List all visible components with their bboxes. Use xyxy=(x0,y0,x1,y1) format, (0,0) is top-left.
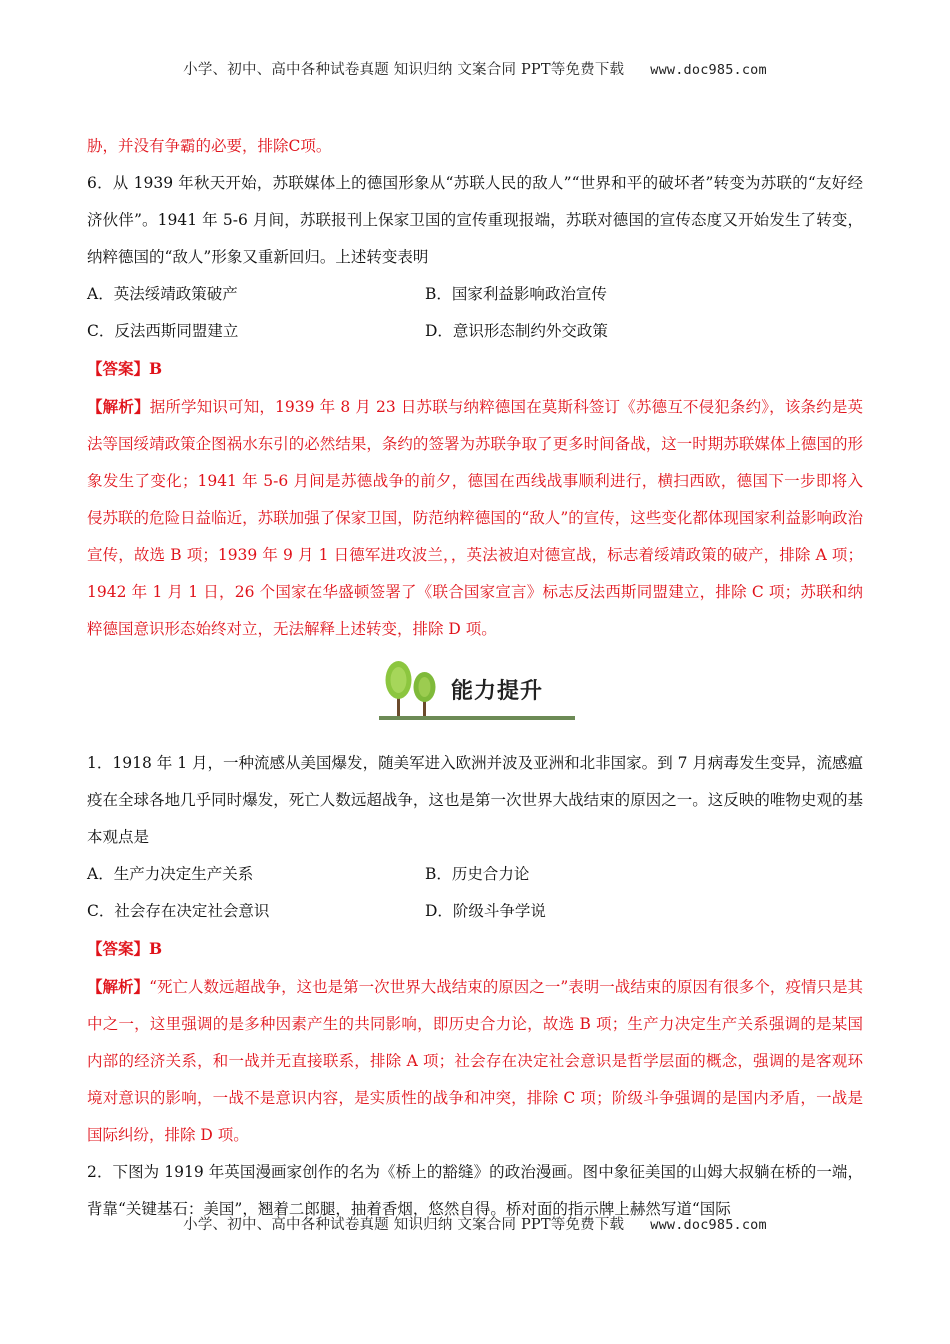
section-underline xyxy=(379,716,575,720)
q6-answer xyxy=(87,350,863,388)
footer-text: 小学、初中、高中各种试卷真题 知识归纳 文案合同 PPT等免费下载 xyxy=(183,1217,625,1233)
q1-analysis xyxy=(87,968,863,1154)
continuation-text: 胁，并没有争霸的必要，排除C项。 xyxy=(87,137,332,155)
header-text: 小学、初中、高中各种试卷真题 知识归纳 文案合同 PPT等免费下载 xyxy=(183,62,625,78)
question-1-options-row-1 xyxy=(87,856,863,893)
section-banner-graphic xyxy=(377,660,577,730)
q1-answer-label: 【答案】 xyxy=(87,939,150,958)
document-body xyxy=(87,128,863,1228)
q1-option-c: C．社会存在决定社会意识 xyxy=(87,902,270,920)
q1-answer xyxy=(87,930,863,968)
section-title: 能力提升 xyxy=(451,679,544,704)
q6-option-c: C．反法西斯同盟建立 xyxy=(87,322,239,340)
question-6-stem: 6．从 1939 年秋天开始，苏联媒体上的德国形象从“苏联人民的敌人”“世界和平的破坏者”转变为苏联的“友好经济伙伴”。1941 年 5-6 月间，苏联报刊上保家卫国的宣传重现报端，苏联对德国的宣传态度又开始发生了转变，纳粹德国的“敌人”形象又重新回归。上述转变表明 xyxy=(87,174,863,266)
q6-analysis xyxy=(87,388,863,648)
section-banner xyxy=(87,656,863,741)
q6-option-a: A．英法绥靖政策破产 xyxy=(87,285,238,303)
question-1-stem: 1．1918 年 1 月，一种流感从美国爆发，随美军进入欧洲并波及亚洲和北非国家。到 7 月病毒发生变异，流感瘟疫在全球各地几乎同时爆发，死亡人数远超战争，这也是第一次世界大战结束的原因之一。这反映的唯物史观的基本观点是 xyxy=(87,754,863,846)
q1-option-a: A．生产力决定生产关系 xyxy=(87,865,254,883)
q6-analysis-label: 【解析】 xyxy=(87,397,150,416)
q1-option-b: B．历史合力论 xyxy=(425,865,530,883)
q6-option-d: D．意识形态制约外交政策 xyxy=(425,322,608,340)
footer-site[interactable]: www.doc985.com xyxy=(650,1217,767,1233)
q1-analysis-label: 【解析】 xyxy=(87,977,150,996)
page-footer xyxy=(0,1213,950,1234)
q1-option-d: D．阶级斗争学说 xyxy=(425,902,546,920)
question-1-options-row-2 xyxy=(87,893,863,930)
q6-answer-label: 【答案】 xyxy=(87,359,150,378)
q6-answer-value: B xyxy=(149,359,163,378)
question-6-options-row-1 xyxy=(87,276,863,313)
q6-analysis-text: 据所学知识可知，1939 年 8 月 23 日苏联与纳粹德国在莫斯科签订《苏德互不侵犯条约》，该条约是英法等国绥靖政策企图祸水东引的必然结果，条约的签署为苏联争取了更多时间备战，这一时期苏联媒体上德国的形象发生了变化；1941 年 5-6 月间是苏德战争的前夕，德国在西线战事顺利进行，横扫西欧，德国下一步即将入侵苏联的危险日益临近，苏联加强了保家卫国，防范纳粹德国的“敌人”的宣传，这些变化都体现国家利益影响政治宣传，故选 B 项；1939 年 9 月 1 日德军进攻波兰，，英法被迫对德宣战，标志着绥靖政策的破产，排除 A 项；1942 年 1 月 1 日，26 个国家在华盛顿签署了《联合国家宣言》标志反法西斯同盟建立，排除 C 项；苏联和纳粹德国意识形态始终对立，无法解释上述转变，排除 D 项。 xyxy=(87,398,863,638)
header-site[interactable]: www.doc985.com xyxy=(650,62,767,78)
q6-option-b: B．国家利益影响政治宣传 xyxy=(425,285,607,303)
q1-analysis-text: “死亡人数远超战争，这也是第一次世界大战结束的原因之一”表明一战结束的原因有很多个，疫情只是其中之一，这里强调的是多种因素产生的共同影响，即历史合力论，故选 B 项；生产力决定生产关系强调的是某国内部的经济关系，和一战并无直接联系，排除 A 项；社会存在决定社会意识是哲学层面的概念，强调的是客观环境对意识的影响，一战不是意识内容，是实质性的战争和冲突，排除 C 项；阶级斗争强调的是国内矛盾，一战是国际纠纷，排除 D 项。 xyxy=(87,978,863,1144)
question-6-options-row-2 xyxy=(87,313,863,350)
tree-icon xyxy=(377,660,449,720)
q1-answer-value: B xyxy=(149,939,163,958)
question-2-stem: 2．下图为 1919 年英国漫画家创作的名为《桥上的豁缝》的政治漫画。图中象征美国的山姆大叔躺在桥的一端，背靠“关键基石：美国”，翘着二郎腿，抽着香烟，悠然自得。桥对面的指示牌上赫然写道“国际 xyxy=(87,1163,863,1218)
page-header xyxy=(0,58,950,79)
